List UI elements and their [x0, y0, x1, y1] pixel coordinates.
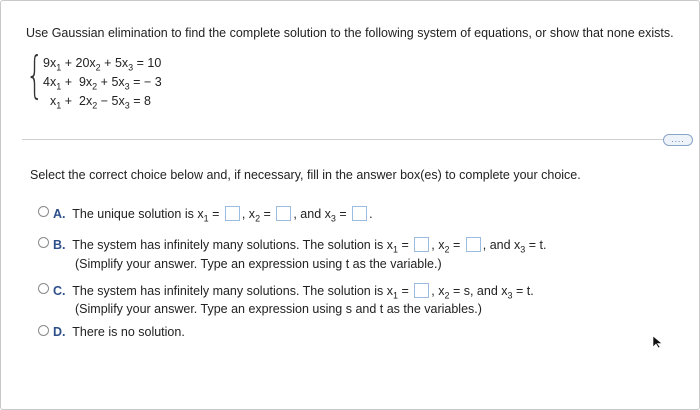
instruction-text: Select the correct choice below and, if necessary, fill in the answer box(es) to complete your choice.	[30, 168, 581, 182]
choice-b[interactable]: B. The system has infinitely many solutions. The solution is $x_1$ = , $x_2$ = , and $x_3 = t$.	[53, 238, 547, 255]
choice-a-x1-input[interactable]	[225, 206, 240, 221]
choice-c-x1-input[interactable]	[414, 283, 429, 298]
choice-c-hint: (Simplify your answer. Type an expression using s and t as the variables.)	[75, 302, 482, 316]
section-divider	[22, 139, 672, 140]
choice-d[interactable]: D. There is no solution.	[53, 325, 185, 339]
equation-row-2: $4x_1 + 9x_2 + 5x_3$ = − 3	[43, 75, 162, 92]
choice-a[interactable]: A. The unique solution is $x_1$ = , $x_2$ = , and $x_3$ = .	[53, 207, 373, 224]
equation-row-1: $9x_1 + 20x_2 + 5x_3 = 10$	[43, 56, 162, 73]
choice-a-x3-input[interactable]	[352, 206, 367, 221]
system-brace: {	[26, 46, 44, 104]
choice-d-letter: D.	[53, 325, 66, 339]
question-prompt: Use Gaussian elimination to find the complete solution to the following system of equations, or show that none exists.	[26, 26, 674, 40]
choice-d-radio[interactable]	[38, 325, 49, 336]
choice-a-letter: A.	[53, 207, 66, 221]
choice-b-x2-input[interactable]	[466, 237, 481, 252]
more-options-button[interactable]: ....	[663, 134, 693, 146]
choice-c-letter: C.	[53, 284, 66, 298]
choice-c[interactable]: C. The system has infinitely many solutions. The solution is $x_1$ = , $x_2 = s$, and $x_3 = t$.	[53, 284, 534, 301]
choice-b-hint: (Simplify your answer. Type an expression using t as the variable.)	[75, 257, 442, 271]
choice-b-radio[interactable]	[38, 237, 49, 248]
choice-c-radio[interactable]	[38, 283, 49, 294]
choice-a-radio[interactable]	[38, 206, 49, 217]
choice-a-x2-input[interactable]	[276, 206, 291, 221]
choice-b-x1-input[interactable]	[414, 237, 429, 252]
mouse-cursor-icon	[652, 335, 664, 349]
choice-b-letter: B.	[53, 238, 66, 252]
equation-row-3: $x_1 + 2x_2 - 5x_3 = 8$	[50, 94, 151, 111]
